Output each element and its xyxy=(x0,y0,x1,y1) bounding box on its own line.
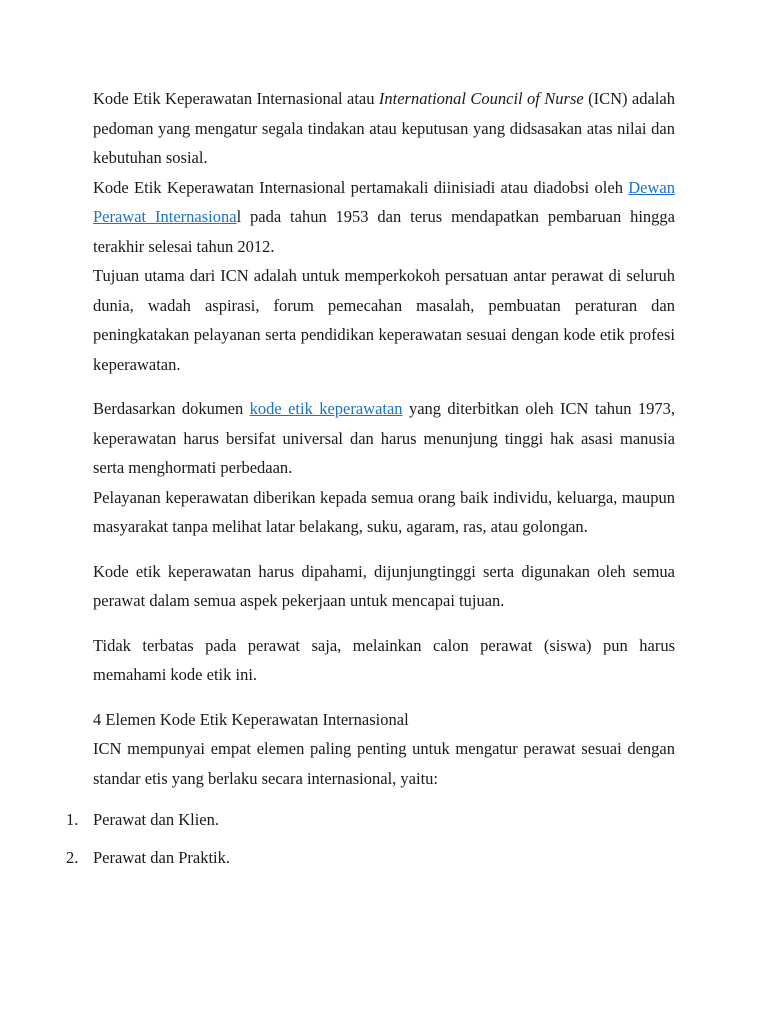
document-body xyxy=(66,84,675,880)
list-item: 1. Perawat dan Klien. xyxy=(66,810,219,829)
paragraph-icn-history: Kode Etik Keperawatan Internasional pertamakali diinisiadi atau diadobsi oleh Dewan Perawat Internasional pada tahun 1953 dan terus mendapatkan pembaruan hingga terakhir selesai tahun 2012. xyxy=(93,177,675,256)
paragraph-students: Tidak terbatas pada perawat saja, melainkan calon perawat (siswa) pun harus memahami kode etik ini. xyxy=(93,635,675,684)
italic-icn-name: International Council of Nurse xyxy=(378,89,584,108)
paragraph-icn-purpose: Tujuan utama dari ICN adalah untuk memperkokoh persatuan antar perawat di seluruh dunia, wadah aspirasi, forum pemecahan masalah, pembuatan peraturan dan peningkatakan pelayanan serta pendidikan keperawatan sesuai dengan kode etik profesi keperawatan. xyxy=(93,266,675,374)
elements-list xyxy=(66,805,675,872)
paragraph-four-elements: ICN mempunyai empat elemen paling penting untuk mengatur perawat sesuai dengan standar etis yang berlaku secara internasional, yaitu: xyxy=(93,739,675,788)
paragraph-nursing-service: Pelayanan keperawatan diberikan kepada semua orang baik individu, keluarga, maupun masyarakat tanpa melihat latar belakang, suku, agaram, ras, atau golongan. xyxy=(93,487,675,536)
section-heading: 4 Elemen Kode Etik Keperawatan Internasional xyxy=(93,709,409,729)
paragraph-code-understanding: Kode etik keperawatan harus dipahami, dijunjungtinggi serta digunakan oleh semua perawat dalam semua aspek pekerjaan untuk mencapai tujuan. xyxy=(93,561,675,610)
link-kode-etik[interactable]: kode etik keperawatan xyxy=(249,399,403,418)
list-item: 2. Perawat dan Praktik. xyxy=(66,847,231,867)
paragraph-icn-document: Berdasarkan dokumen kode etik keperawatan yang diterbitkan oleh ICN tahun 1973, keperawatan harus bersifat universal dan harus menunjung tinggi hak asasi manusia serta menghormati perbedaan. xyxy=(93,399,675,477)
link-dewan-perawat[interactable]: Dewan Perawat Internasiona xyxy=(93,177,675,226)
paragraph-icn-definition: Kode Etik Keperawatan Internasional atau International Council of Nurse (ICN) adalah pedoman yang mengatur segala tindakan atau keputusan yang didsasakan atas nilai dan kebutuhan sosial. xyxy=(93,89,675,167)
